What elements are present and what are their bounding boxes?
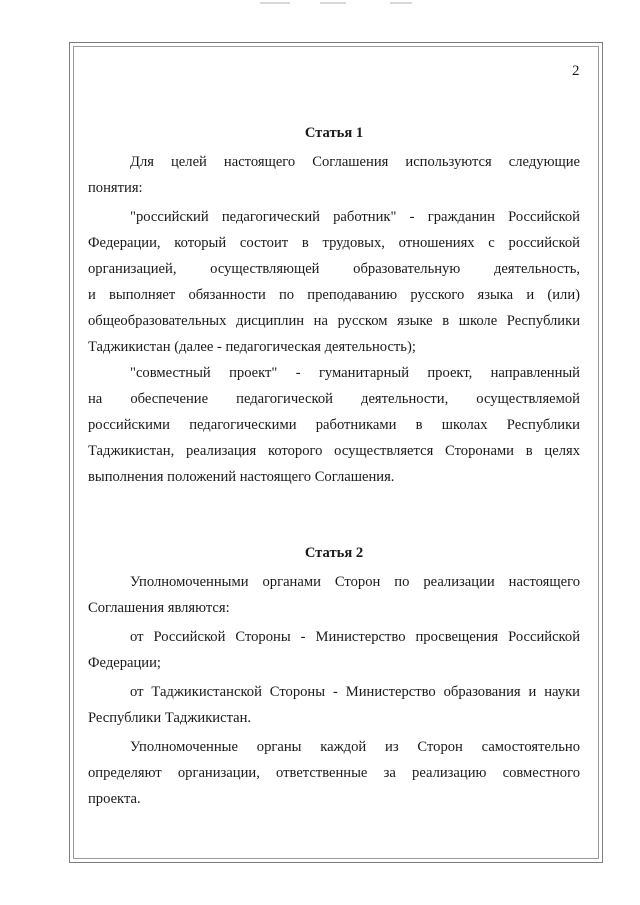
article-2-paragraph-4 (88, 734, 580, 812)
text-line: российскими педагогическими работниками в школах Республики (88, 417, 580, 433)
text-line: Для целей настоящего Соглашения используются следующие (130, 154, 580, 170)
article-1-heading: Статья 1 (304, 125, 364, 141)
text-line: выполнения положений настоящего Соглашения. (88, 469, 395, 485)
text-line: Республики Таджикистан. (88, 710, 252, 726)
text-line: от Таджикистанской Стороны - Министерство образования и науки (130, 684, 580, 700)
text-line: на обеспечение педагогической деятельности, осуществляемой (88, 391, 580, 407)
text-line: понятия: (88, 180, 143, 196)
article-1-paragraph-1 (88, 149, 580, 201)
text-line: от Российской Стороны - Министерство просвещения Российской (130, 629, 580, 645)
article-2-heading: Статья 2 (304, 545, 364, 561)
article-1-paragraph-2 (88, 204, 580, 360)
text-line: общеобразовательных дисциплин на русском языке в школе Республики (88, 313, 580, 329)
text-line: "совместный проект" - гуманитарный проект, направленный (130, 365, 580, 381)
text-line: проекта. (88, 791, 141, 807)
text-line: организацией, осуществляющей образовательную деятельность, (88, 261, 580, 277)
text-line: Федерации; (88, 655, 161, 671)
document-body (88, 120, 580, 812)
article-2-paragraph-1 (88, 569, 580, 621)
text-line: Уполномоченные органы каждой из Сторон самостоятельно (130, 739, 580, 755)
text-line: "российский педагогический работник" - гражданин Российской (130, 209, 580, 225)
text-line: и выполняет обязанности по преподаванию русского языка и (или) (88, 287, 580, 303)
page-number: 2 (572, 63, 580, 79)
text-line: Соглашения являются: (88, 600, 230, 616)
article-2-paragraph-3 (88, 679, 580, 731)
text-line: Таджикистан, реализация которого осуществляется Сторонами в целях (88, 443, 580, 459)
text-line: Федерации, который состоит в трудовых, отношениях с российской (88, 235, 580, 251)
text-line: Уполномоченными органами Сторон по реализации настоящего (130, 574, 580, 590)
article-2-paragraph-2 (88, 624, 580, 676)
text-line: определяют организации, ответственные за реализацию совместного (88, 765, 580, 781)
text-line: Таджикистан (далее - педагогическая деятельность); (88, 339, 416, 355)
scan-artifact (240, 0, 440, 6)
article-1-paragraph-3 (88, 360, 580, 490)
